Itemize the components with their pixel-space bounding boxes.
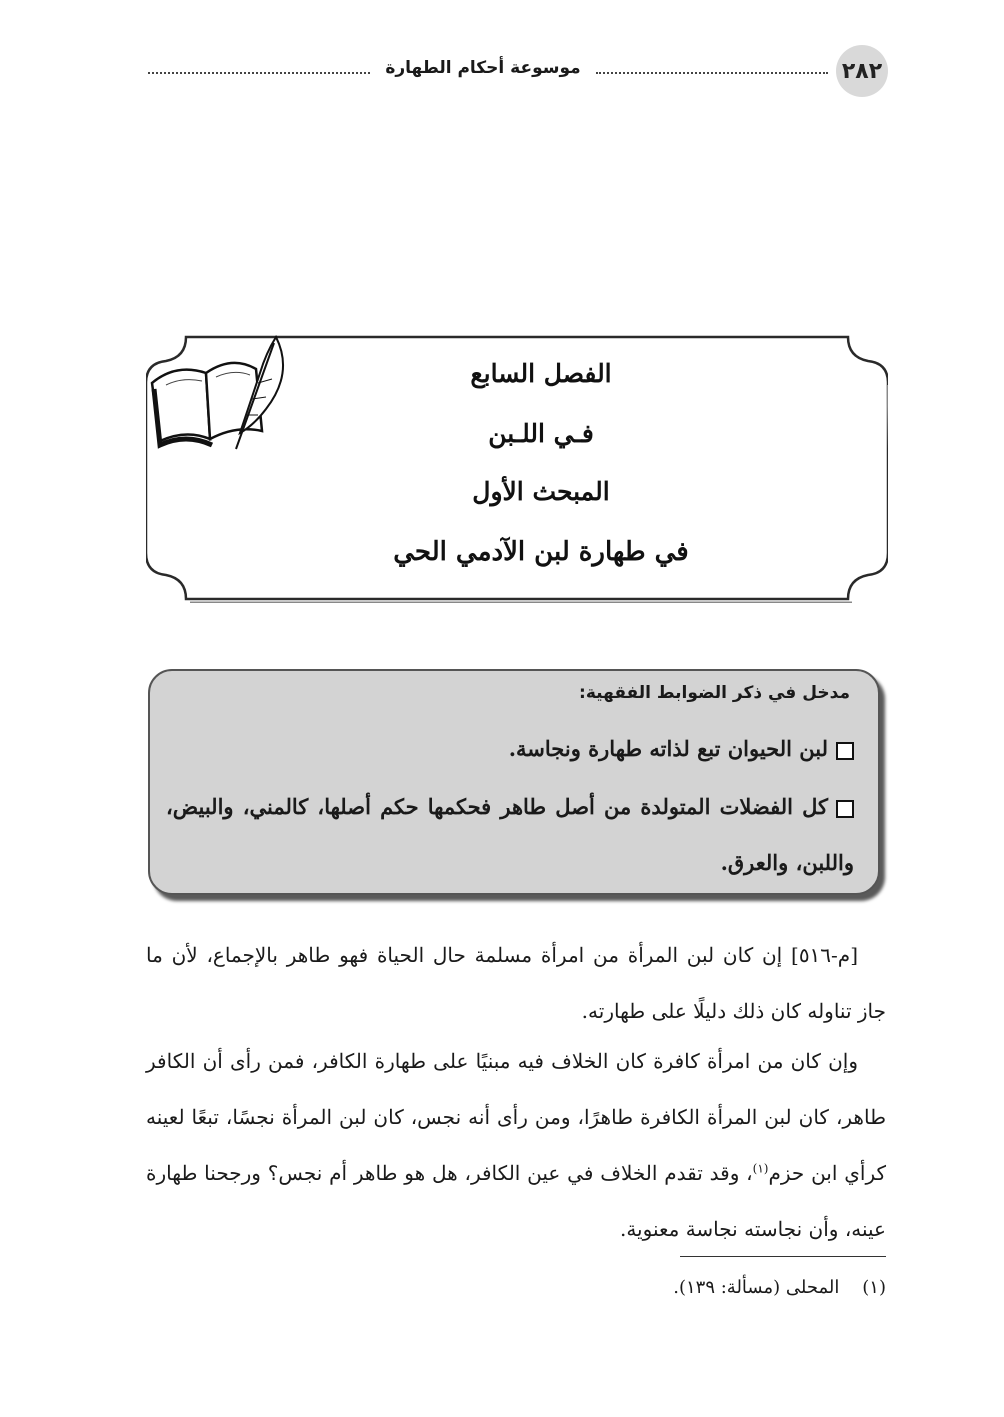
footnote-number: (١) <box>862 1277 886 1298</box>
chapter-title: الفصل السابع <box>470 359 612 388</box>
header-dotted-rule-right <box>596 72 828 74</box>
footnote <box>673 1277 886 1298</box>
chapter-title-frame <box>146 333 888 603</box>
running-header-title: موسوعة أحكام الطهارة <box>385 58 581 78</box>
jurisprudential-rules-box <box>148 669 880 895</box>
chapter-subject: فـي اللـبن <box>488 419 594 448</box>
rule-text: كل الفضلات المتولدة من أصل طاهر فحكمها حكم أصلها، كالمني، والبيض، واللبن، والعرق. <box>166 794 854 875</box>
footnote-text: المحلى (مسألة: ١٣٩). <box>673 1277 840 1298</box>
paragraph-text: [م-٥١٦] إن كان لبن المرأة من امرأة مسلمة حال الحياة فهو طاهر بالإجماع، لأن ما جاز تناوله كان ذلك دليلًا على طهارته. <box>146 943 886 1023</box>
body-paragraph <box>146 1033 886 1257</box>
footnote-reference[interactable]: (١) <box>752 1161 769 1176</box>
paragraph-text: ، وقد تقدم الخلاف في عين الكافر، هل هو طاهر أم نجس؟ ورجحنا طهارة عينه، وأن نجاسته نجاسة معنوية. <box>146 1161 886 1241</box>
page-number: ٢٨٢ <box>836 45 888 97</box>
rule-item <box>166 779 854 891</box>
footnote-separator <box>680 1256 886 1257</box>
checkbox-bullet-icon <box>836 800 854 818</box>
checkbox-bullet-icon <box>836 742 854 760</box>
book-and-quill-icon <box>146 333 286 453</box>
body-paragraph <box>146 927 886 1039</box>
rule-item <box>166 721 854 777</box>
rules-heading: مدخل في ذكر الضوابط الفقهية: <box>579 683 850 703</box>
section-title: المبحث الأول <box>472 477 610 506</box>
section-subject: في طهارة لبن الآدمي الحي <box>393 537 689 567</box>
paragraph-text: وإن كان من امرأة كافرة كان الخلاف فيه مبنيًا على طهارة الكافر، فمن رأى أن الكافر طاهر، كان لبن المرأة الكافرة طاهرًا، ومن رأى أنه نجس، كان لبن المرأة نجسًا، تبعًا لعينه كرأي ابن حزم <box>146 1049 886 1185</box>
header-dotted-rule-left <box>148 72 370 74</box>
rule-text: لبن الحيوان تبع لذاته طهارة ونجاسة. <box>508 736 828 761</box>
